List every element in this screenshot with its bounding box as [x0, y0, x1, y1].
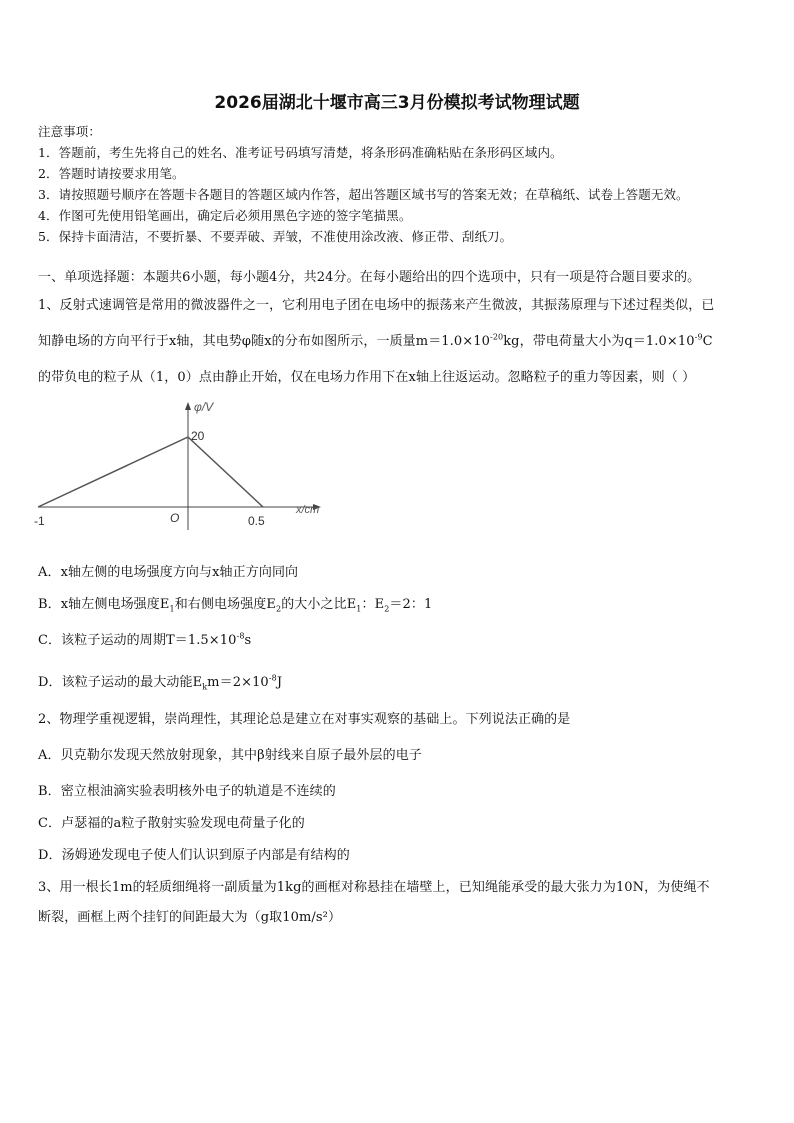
y-axis-label: φ/V: [194, 400, 214, 414]
potential-line: [38, 437, 263, 507]
q1-sup: -8: [236, 631, 245, 641]
q1-sub: 2: [384, 604, 390, 614]
notice-item: 5．保持卡面清洁，不要折暴、不要弄破、弄皱，不准使用涂改液、修正带、刮纸刀。: [38, 229, 513, 244]
q1-option-a: A．x轴左侧的电场强度方向与x轴正方向同向: [38, 565, 299, 580]
q1-text: m＝2×10: [207, 675, 269, 690]
q2-option-d: D．汤姆逊发现电子使人们认识到原子内部是有结构的: [38, 848, 350, 863]
q2-option-c: C．卢瑟福的a粒子散射实验发现电荷量子化的: [38, 816, 305, 831]
q1-text: J: [276, 675, 283, 690]
notice-item: 1．答题前，考生先将自己的姓名、准考证号码填写清楚，将条形码准确粘贴在条形码区域内。: [38, 145, 563, 160]
q1-option-d: [38, 671, 282, 692]
q1-sub: 1: [169, 604, 175, 614]
right-tick-label: 0.5: [248, 514, 265, 528]
q1-stem-line3: 的带负电的粒子从（1，0）点由静止开始，仅在电场力作用下在x轴上往返运动。忽略粒子的重力等因素，则（ ）: [38, 370, 696, 385]
q2-option-a: A．贝克勒尔发现天然放射现象，其中β射线来自原子最外层的电子: [38, 748, 422, 763]
q1-text: kg，带电荷量大小为q＝1.0×10: [503, 334, 695, 349]
q1-text: ：E: [361, 597, 385, 612]
x-axis-label: x/cm: [296, 504, 320, 516]
exam-title: 2026届湖北十堰市高三3月份模拟考试物理试题: [214, 93, 580, 113]
q1-sup: -8: [268, 673, 277, 683]
potential-graph: [30, 390, 340, 540]
notice-item: 2．答题时请按要求用笔。: [38, 166, 185, 181]
q1-sup: -9: [694, 332, 703, 342]
q1-text: 知静电场的方向平行于x轴，其电势φ随x的分布如图所示，一质量m＝1.0×10: [38, 334, 491, 349]
q1-text: 的大小之比E: [281, 597, 357, 612]
q1-text: ＝2：1: [389, 597, 433, 612]
q1-text: B．x轴左侧电场强度E: [38, 597, 170, 612]
q1-option-b: [38, 593, 432, 614]
q1-sub: k: [202, 682, 208, 692]
q1-text: C．该粒子运动的周期T＝1.5×10: [38, 633, 237, 648]
q1-stem-line1: 1、反射式速调管是常用的微波器件之一，它利用电子团在电场中的振荡来产生微波，其振荡原理与下述过程类似，已: [38, 298, 715, 313]
q1-text: C: [702, 334, 713, 349]
q1-sub: 2: [275, 604, 282, 614]
notice-item: 4．作图可先使用铅笔画出，确定后必须用黑色字迹的签字笔描黑。: [38, 208, 412, 223]
notice-item: 3．请按照题号顺序在答题卡各题目的答题区域内作答，超出答题区域书写的答案无效；在草稿纸、试卷上答题无效。: [38, 187, 689, 202]
q1-text: s: [244, 633, 252, 648]
q2-stem: 2、物理学重视逻辑，崇尚理性，其理论总是建立在对事实观察的基础上。下列说法正确的是: [38, 712, 571, 727]
y-axis-arrow: [185, 402, 191, 410]
origin-label: O: [170, 511, 180, 525]
q1-text: D．该粒子运动的最大动能E: [38, 675, 203, 690]
q1-stem-line2: [38, 330, 713, 349]
q3-stem-line1: 3、用一根长1m的轻质细绳将一副质量为1kg的画框对称悬挂在墙壁上，已知绳能承受的最大张力为10N，为使绳不: [38, 880, 710, 895]
peak-label: 20: [191, 429, 205, 443]
q1-text: 和右侧电场强度E: [174, 597, 276, 612]
q1-option-c: [38, 629, 251, 648]
left-tick-label: -1: [34, 514, 45, 528]
section-heading: 一、单项选择题：本题共6小题，每小题4分，共24分。在每小题给出的四个选项中，只有一项是符合题目要求的。: [38, 270, 701, 285]
notice-heading: 注意事项：: [38, 124, 102, 139]
q1-sub: 1: [356, 604, 362, 614]
q1-sup: -20: [490, 332, 504, 342]
q2-option-b: B．密立根油滴实验表明核外电子的轨道是不连续的: [38, 784, 336, 799]
q3-stem-line2: 断裂，画框上两个挂钉的间距最大为（g取10m/s²）: [38, 910, 342, 925]
